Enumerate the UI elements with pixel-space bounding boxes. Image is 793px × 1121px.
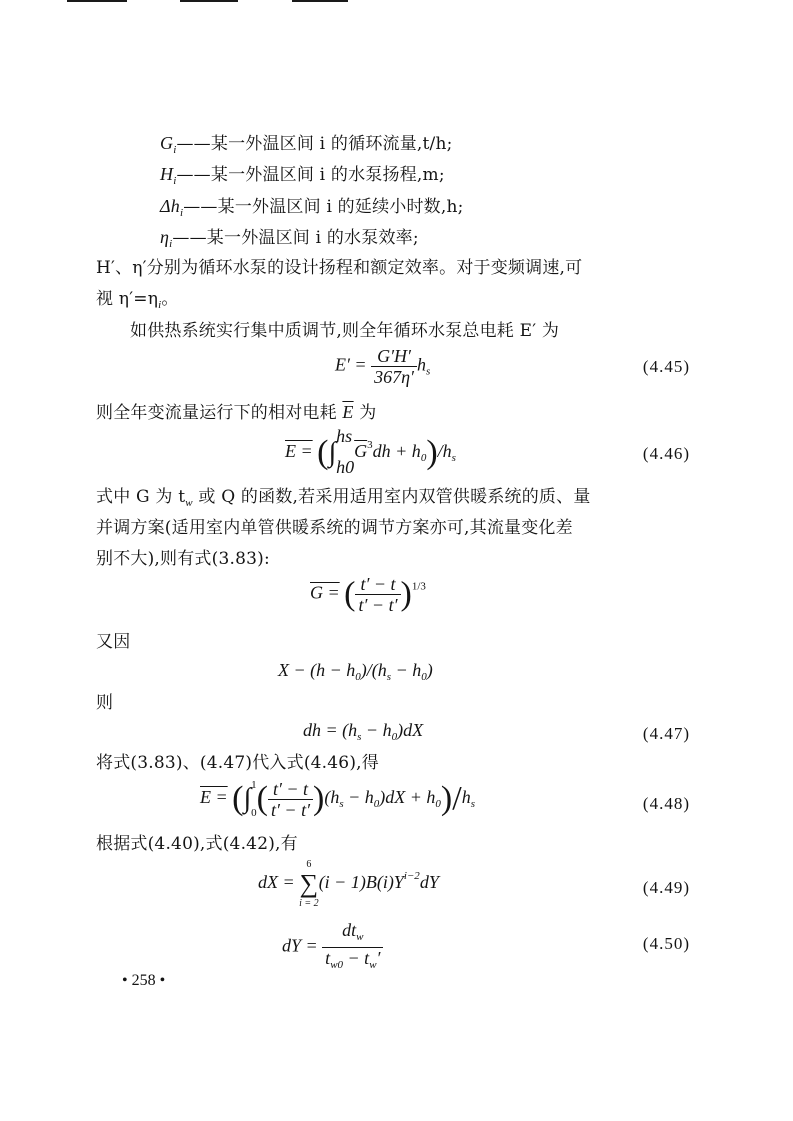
equation-label-4-48: (4.48) <box>642 794 690 813</box>
equation-4-49: dX = 6 ∑ i = 2 $(i - 1)B(i)Y^{i-2}dY$ <box>258 859 439 909</box>
equation-4-45: E′ = $\frac{G'H'}{367\eta'}$ $h_s$ <box>335 346 431 387</box>
page-number: • 258 • <box>122 972 166 989</box>
paragraph-quality-regulation: 如供热系统实行集中质调节,则全年循环水泵总电耗 E′ 为 <box>130 321 560 341</box>
paragraph-substitute: 将式(3.83)、(4.47)代入式(4.46),得 <box>96 753 379 773</box>
top-rule-2 <box>180 0 238 2</box>
equation-4-50: dY = $\frac{dt_w}{t_{w0} - t_w'}$ <box>282 920 383 975</box>
equation-label-4-47: (4.47) <box>642 724 690 743</box>
paragraph-function-cont-2: 别不大),则有式(3.83): <box>96 549 270 569</box>
equation-label-4-50: (4.50) <box>642 934 690 953</box>
equation-4-46: E = (∫hs $h0\overline{G}^3dh + h_0)/h_s$ <box>285 426 456 477</box>
definition-dh: $\Delta h_i——$某一外温区间 i 的延续小时数,h; <box>160 196 464 219</box>
equation-x: $X - (h - h_0)/(h_s - h_0)$ <box>278 660 433 683</box>
equation-label-4-46: (4.46) <box>642 444 690 463</box>
paragraph-design-values: H′、η′分别为循环水泵的设计扬程和额定效率。对于变频调速,可 <box>96 258 583 278</box>
paragraph-ze: 则 <box>96 693 114 713</box>
equation-label-4-45: (4.45) <box>642 357 690 376</box>
equation-label-4-49: (4.49) <box>642 878 690 897</box>
top-rule-3 <box>292 0 348 2</box>
definition-h: $H_i——$某一外温区间 i 的水泵扬程,m; <box>160 164 445 187</box>
paragraph-design-values-cont: 视 $\eta'=\eta_i$。 <box>96 289 179 311</box>
paragraph-function: 式中 G 为 $t_w$ 或 Q 的函数,若采用适用室内双管供暖系统的质、量 <box>96 487 591 509</box>
top-rule-1 <box>67 0 127 2</box>
paragraph-function-cont-1: 并调方案(适用室内单管供暖系统的调节方案亦可,其流量变化差 <box>96 518 573 538</box>
paragraph-youyin: 又因 <box>96 632 131 652</box>
definition-eta: $\eta_i——$某一外温区间 i 的水泵效率; <box>160 227 419 250</box>
paragraph-relative-consumption: 则全年变流量运行下的相对电耗 $\overline{E}$ 为 <box>96 402 377 423</box>
definition-g: $G_i——$某一外温区间 i 的循环流量,t/h; <box>160 133 453 156</box>
paragraph-according: 根据式(4.40),式(4.42),有 <box>96 834 298 854</box>
equation-g-ratio: G = ( $\frac{t' - t}{t' - t'}$ )$^{1/3}$ <box>310 574 426 615</box>
equation-4-48: E = (∫1 0( $\frac{t' - t}{t' - t'}$ )$(h_s - h_0)dX + h_0)/h_s$ <box>200 778 475 820</box>
equation-4-47: dh = $(h_s - h_0)dX$ <box>303 720 424 743</box>
